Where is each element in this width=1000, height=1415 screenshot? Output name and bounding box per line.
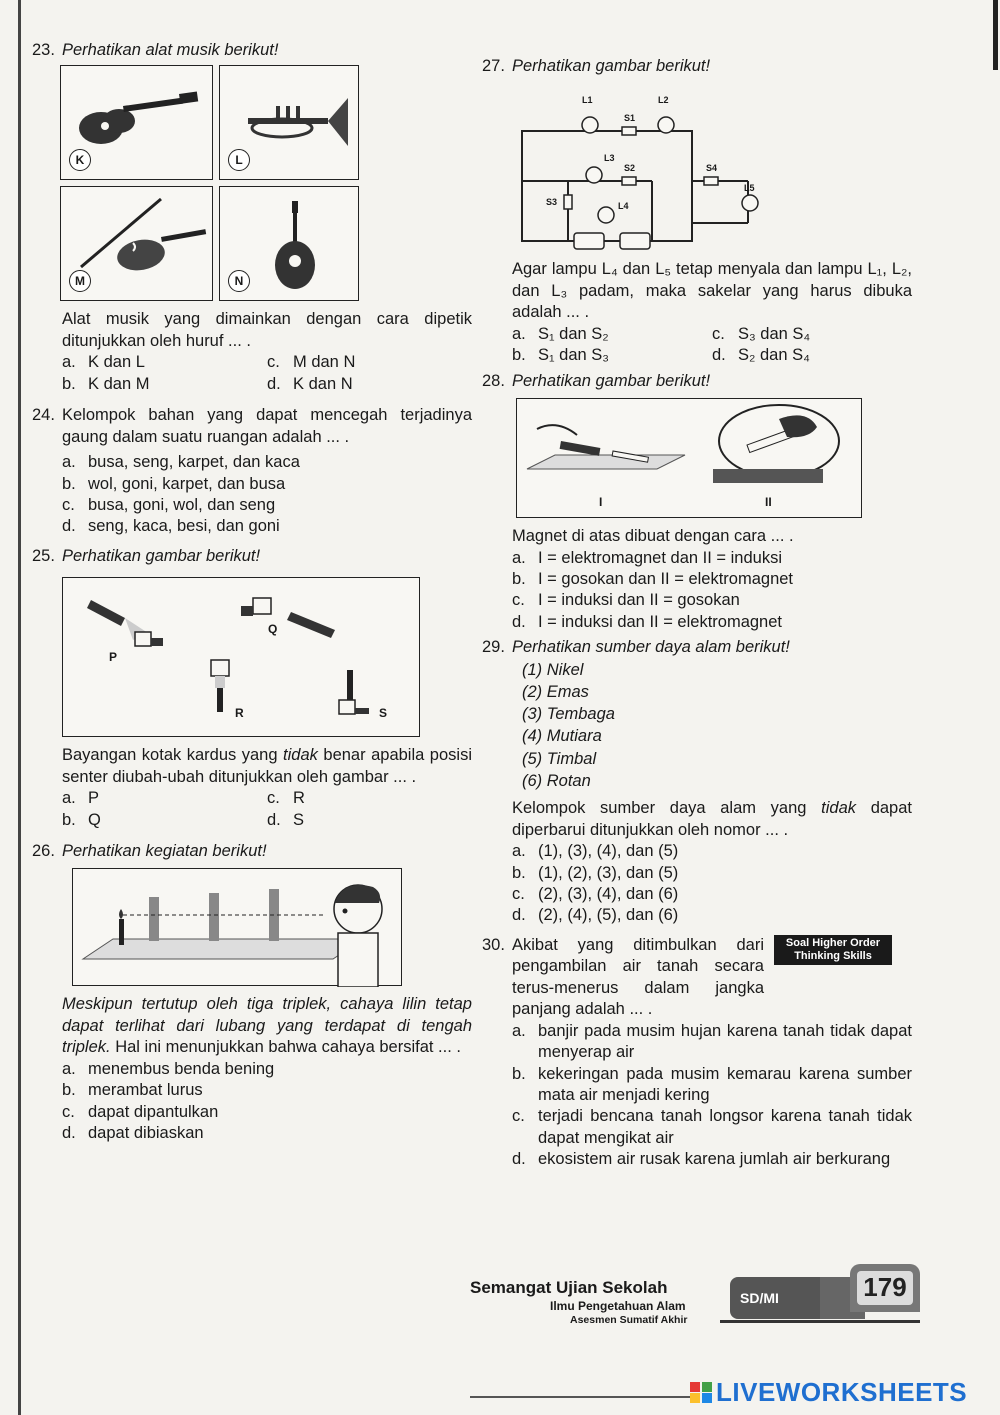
option-c[interactable]: c. dapat dipantulkan	[62, 1102, 219, 1121]
question-number: 23.	[32, 41, 55, 59]
resource-item-3: (3) Tembaga	[522, 705, 615, 724]
electric-circuit-illustration	[518, 83, 798, 253]
question-text: Kelompok bahan yang dapat mencegah terjadinya gaung dalam suatu ruangan adalah ... .	[62, 406, 472, 446]
left-column	[32, 40, 472, 1145]
label-l5: L5	[744, 183, 755, 194]
option-b[interactable]: b. K dan M	[62, 374, 150, 393]
option-a[interactable]: a. S₁ dan S₂	[512, 324, 609, 343]
option-d[interactable]: d. K dan N	[267, 374, 353, 393]
options-row-2	[32, 374, 472, 395]
option-d[interactable]: d. seng, kaca, besi, dan goni	[62, 517, 280, 536]
option-c[interactable]: c. (2), (3), (4), dan (6)	[512, 885, 679, 904]
option-c[interactable]: c. busa, goni, wol, dan seng	[62, 495, 276, 514]
question-heading: Perhatikan gambar berikut!	[62, 546, 261, 565]
question-number: 25.	[32, 546, 55, 565]
footer-rule	[720, 1320, 920, 1323]
label-l1: L1	[582, 95, 593, 106]
resource-item-4: (4) Mutiara	[522, 727, 602, 746]
option-c[interactable]: c. M dan N	[267, 353, 356, 372]
question-23	[32, 40, 472, 395]
option-a[interactable]: a. I = elektromagnet dan II = induksi	[512, 548, 782, 567]
label-s3: S3	[546, 197, 558, 208]
badge-n: N	[228, 270, 250, 292]
option-d[interactable]: d. (2), (4), (5), dan (6)	[512, 906, 679, 925]
option-a[interactable]: a. menembus benda bening	[62, 1059, 275, 1078]
question-text: Meskipun tertutup oleh tiga triplek, cahaya lilin tetap dapat terlihat dari lubang yang terdapat di tengah triplek. Hal ini menunjukkan bahwa cahaya bersifat ... .	[62, 995, 472, 1057]
question-number: 29.	[482, 638, 505, 657]
liveworksheets-watermark[interactable]	[690, 1376, 967, 1410]
label-s4: S4	[706, 163, 718, 174]
candle-figure	[72, 868, 402, 986]
question-heading: Perhatikan alat musik berikut!	[62, 41, 279, 59]
instrument-images	[60, 65, 472, 301]
option-c[interactable]: c. R	[267, 789, 305, 808]
label-q: Q	[268, 622, 278, 637]
footer-title: Semangat Ujian Sekolah	[470, 1278, 668, 1297]
options-row-1	[482, 324, 912, 345]
question-heading: Perhatikan sumber daya alam berikut!	[512, 638, 790, 657]
question-24	[32, 405, 472, 538]
resource-item-5: (5) Timbal	[522, 749, 597, 768]
question-number: 26.	[32, 842, 55, 860]
label-p: P	[109, 650, 118, 665]
label-l2: L2	[658, 95, 669, 106]
option-d[interactable]: d. ekosistem air rusak karena jumlah air berkurang	[512, 1150, 891, 1169]
question-text: Akibat yang ditimbulkan dari pengambilan air tanah secara terus-menerus dalam jangka panjang adalah ... .	[512, 935, 764, 1019]
option-a[interactable]: a. (1), (3), (4), dan (5)	[512, 842, 679, 861]
resource-item-1: (1) Nikel	[522, 660, 584, 679]
bottom-rule	[470, 1396, 700, 1398]
image-mandolin	[219, 186, 359, 301]
page-number: 179	[850, 1264, 920, 1312]
options-row-1	[32, 352, 472, 373]
badge-m: M	[69, 270, 91, 292]
question-number: 24.	[32, 406, 55, 425]
options-row-1	[32, 788, 472, 809]
option-b[interactable]: b. merambat lurus	[62, 1081, 203, 1100]
option-a[interactable]: a. banjir pada musim hujan karena tanah tidak dapat menyerap air	[512, 1021, 912, 1062]
question-27	[482, 56, 912, 367]
question-text: Kelompok sumber daya alam yang tidak dapat diperbarui ditunjukkan oleh nomor ... .	[512, 799, 912, 839]
options-row-2	[32, 810, 472, 831]
option-b[interactable]: b. kekeringan pada musim kemarau karena sumber mata air menjadi kering	[512, 1064, 912, 1104]
magnet-making-illustration	[517, 399, 863, 519]
label-l3: L3	[604, 153, 615, 164]
option-a[interactable]: a. K dan L	[62, 353, 145, 372]
option-c[interactable]: c. S₃ dan S₄	[712, 324, 811, 343]
label-s1: S1	[624, 113, 636, 124]
option-d[interactable]: d. dapat dibiaskan	[62, 1124, 204, 1143]
watermark-text: LIVEWORKSHEETS	[716, 1377, 968, 1407]
question-text: Bayangan kotak kardus yang tidak benar apabila posisi senter diubah-ubah ditunjukkan oleh gambar ... .	[62, 746, 472, 786]
option-b[interactable]: b. S₁ dan S₃	[512, 346, 609, 365]
right-column	[482, 56, 912, 1171]
badge-k: K	[69, 149, 91, 171]
label-l4: L4	[618, 201, 629, 212]
question-heading: Perhatikan gambar berikut!	[512, 57, 711, 75]
liveworksheets-logo-icon	[690, 1382, 712, 1404]
option-b[interactable]: b. I = gosokan dan II = elektromagnet	[512, 569, 794, 588]
question-number: 28.	[482, 371, 505, 390]
magnet-figure	[516, 398, 862, 518]
label-fig-2: II	[765, 495, 772, 510]
option-d[interactable]: d. S₂ dan S₄	[712, 346, 810, 365]
option-d[interactable]: d. I = induksi dan II = elektromagnet	[512, 612, 782, 631]
question-number: 27.	[482, 57, 505, 75]
image-violin	[60, 186, 213, 301]
footer-assessment: Asesmen Sumatif Akhir	[570, 1314, 688, 1326]
question-text: Magnet di atas dibuat dengan cara ... .	[512, 527, 794, 546]
hots-badge: Soal Higher Order Thinking Skills	[774, 935, 892, 965]
option-c[interactable]: c. terjadi bencana tanah longsor karena tanah tidak dapat mengikat air	[512, 1107, 912, 1147]
label-s2: S2	[624, 163, 636, 174]
circuit-figure	[518, 83, 798, 253]
option-b[interactable]: b. wol, goni, karpet, dan busa	[62, 474, 286, 493]
question-heading: Perhatikan kegiatan berikut!	[62, 842, 267, 860]
resource-item-6: (6) Rotan	[522, 772, 591, 791]
question-text: Agar lampu L₄ dan L₅ tetap menyala dan lampu L₁, L₂, dan L₃ padam, maka sakelar yang harus dibuka adalah ... .	[512, 260, 912, 322]
question-26	[32, 841, 472, 1145]
question-text: Alat musik yang dimainkan dengan cara dipetik ditunjukkan oleh huruf ... .	[62, 310, 472, 350]
page-edge-right	[993, 0, 998, 70]
options-row-2	[482, 345, 912, 366]
question-28	[482, 371, 912, 634]
option-b[interactable]: b. (1), (2), (3), dan (5)	[512, 863, 679, 882]
question-number: 30.	[482, 935, 505, 954]
question-29	[482, 637, 912, 927]
badge-l: L	[228, 149, 250, 171]
page-edge-left	[18, 0, 21, 1415]
resource-item-2: (2) Emas	[522, 682, 589, 701]
image-trumpet	[219, 65, 359, 180]
label-r: R	[235, 706, 244, 721]
label-s: S	[379, 706, 388, 721]
option-d[interactable]: d. S	[267, 810, 305, 829]
question-25	[32, 546, 472, 831]
label-fig-1: I	[599, 495, 603, 510]
option-a[interactable]: a. P	[62, 789, 100, 808]
question-30	[482, 935, 912, 1171]
option-a[interactable]: a. busa, seng, karpet, dan kaca	[62, 453, 300, 472]
level-badge: SD/MI	[730, 1277, 825, 1319]
footer-subject: Ilmu Pengetahuan Alam	[550, 1299, 686, 1313]
candle-triplek-illustration	[73, 869, 403, 987]
image-guitar	[60, 65, 213, 180]
option-c[interactable]: c. I = induksi dan II = gosokan	[512, 591, 740, 610]
shadow-figure	[62, 577, 420, 737]
option-b[interactable]: b. Q	[62, 810, 101, 829]
question-heading: Perhatikan gambar berikut!	[512, 371, 711, 390]
